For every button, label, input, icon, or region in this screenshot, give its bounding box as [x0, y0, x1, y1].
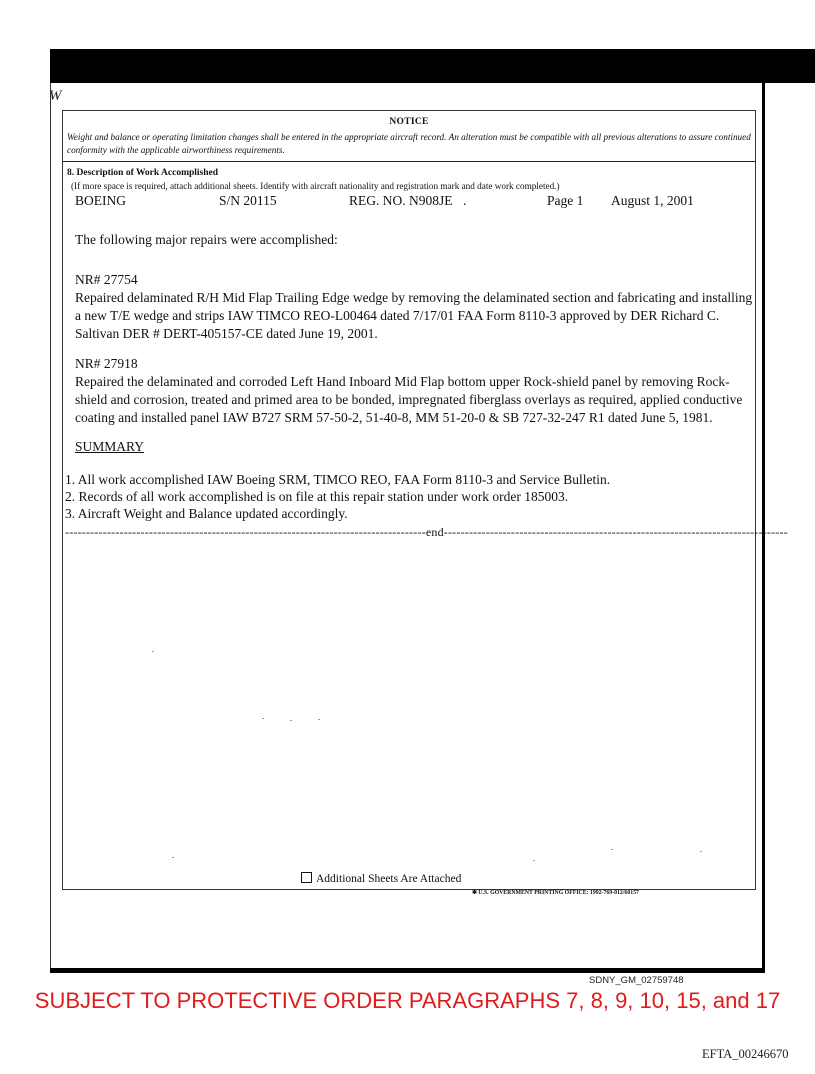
additional-sheets	[301, 872, 461, 885]
notice-box	[63, 111, 755, 162]
repair-description: Repaired delaminated R/H Mid Flap Trailing Edge wedge by removing the delaminated section and fabricating and installing a new T/E wedge and strips IAW TIMCO REO-L00464 dated 7/17/01 FAA Form 8110-3 approved by DER Richard C. Saltivan DER # DERT-405157-CE dated June 19, 2001.	[75, 290, 753, 341]
completion-date: August 1, 2001	[611, 193, 694, 208]
page-border-left	[50, 83, 51, 968]
summary-item: 1. All work accomplished IAW Boeing SRM, TIMCO REO, FAA Form 8110-3 and Service Bulletin.	[65, 472, 611, 487]
notice-title: NOTICE	[389, 117, 429, 127]
scan-speck	[152, 651, 154, 652]
intro-text: The following major repairs were accomplished:	[75, 232, 338, 247]
efta-number: EFTA_00246670	[702, 1047, 789, 1061]
section-title: 8. Description of Work Accomplished	[67, 168, 219, 178]
scan-speck	[700, 851, 702, 852]
repair-description: Repaired the delaminated and corroded Left Hand Inboard Mid Flap bottom upper Rock-shield panel by removing Rock-shield and corrosion, treated and primed area to be bonded, impregnated fiberglass overlays as required, applied conductive coating and installed panel IAW B727 SRM 57-50-2, 51-40-8, MM 51-20-0 & SB 727-32-247 R1 dated June 5, 1981.	[75, 374, 743, 425]
repair-nr: NR# 27918	[75, 356, 138, 371]
scan-speck	[172, 857, 174, 858]
separator-dot: .	[463, 193, 467, 208]
section-instructions: (If more space is required, attach additional sheets. Identify with aircraft nationality and registration mark and date work completed.)	[71, 181, 560, 191]
handwritten-mark: W	[49, 88, 62, 104]
scan-speck	[262, 718, 264, 719]
page-number: Page 1	[547, 193, 584, 208]
summary-item: 2. Records of all work accomplished is on file at this repair station under work order 185003.	[65, 489, 569, 504]
protective-order-notice: SUBJECT TO PROTECTIVE ORDER PARAGRAPHS 7, 8, 9, 10, 15, and 17	[34, 988, 781, 1013]
redaction-bar-top	[50, 49, 815, 83]
end-marker: --------------------------------------------------------------------------------------end----------------------------------------------------------------------------------	[65, 525, 788, 539]
serial-number: S/N 20115	[219, 193, 277, 208]
form-8-box	[62, 110, 788, 890]
aircraft-make: BOEING	[75, 193, 126, 208]
summary-item: 3. Aircraft Weight and Balance updated accordingly.	[65, 506, 348, 521]
scan-speck	[318, 719, 320, 720]
page-border-bottom	[50, 968, 765, 973]
gpo-imprint: ✱ U.S. GOVERNMENT PRINTING OFFICE: 1992-769-012/60157	[472, 890, 639, 896]
repair-nr: NR# 27754	[75, 272, 138, 287]
additional-sheets-label: Additional Sheets Are Attached	[316, 873, 462, 885]
additional-sheets-checkbox[interactable]	[301, 872, 312, 883]
summary-heading: SUMMARY	[75, 439, 145, 454]
scan-speck	[533, 860, 535, 861]
scan-speck	[290, 720, 292, 721]
bates-number: SDNY_GM_02759748	[589, 975, 684, 986]
scan-speck	[611, 849, 613, 850]
registration-number: REG. NO. N908JE	[349, 193, 453, 208]
notice-text: Weight and balance or operating limitation changes shall be entered in the appropriate aircraft record. An alteration must be compatible with all previous alterations to assure continued conformity with the applicable airworthiness requirements.	[67, 132, 751, 155]
